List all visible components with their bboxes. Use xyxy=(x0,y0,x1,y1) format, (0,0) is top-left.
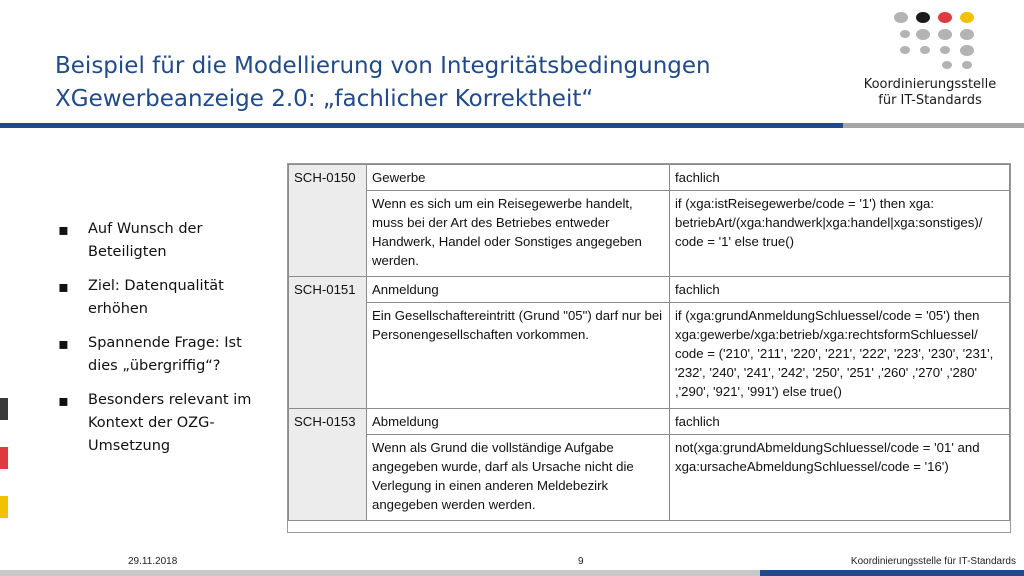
bullet-item: ▪ Auf Wunsch der Beteiligten xyxy=(58,218,268,264)
footer-bar-accent xyxy=(760,570,1024,576)
bullet-item: ▪ Besonders relevant im Kontext der OZG-Umsetzung xyxy=(58,389,268,458)
logo-text-line-1: Koordinierungsstelle xyxy=(863,77,997,92)
rule-category: fachlich xyxy=(670,409,1010,435)
title-divider xyxy=(0,123,843,128)
logo-text xyxy=(850,77,1010,109)
rule-name: Anmeldung xyxy=(367,277,670,303)
rule-description: Wenn als Grund die vollständige Aufgabe angegeben wurde, darf als Ursache nicht die Verlegung in einen anderen Meldebezirk angegeben werden werden. xyxy=(367,435,670,521)
kosit-logo xyxy=(850,10,1020,115)
rule-name: Abmeldung xyxy=(367,409,670,435)
table-row xyxy=(289,191,1010,277)
title-line-2: XGewerbeanzeige 2.0: „fachlicher Korrektheit“ xyxy=(55,86,594,112)
side-accent-gold xyxy=(0,496,8,518)
side-accent-red xyxy=(0,447,8,469)
rule-id: SCH-0150 xyxy=(289,165,367,277)
table-row xyxy=(289,277,1010,303)
rules-table xyxy=(287,163,1011,533)
rule-expression: not(xga:grundAbmeldungSchluessel/code = '01' and xga:ursacheAbmeldungSchluessel/code = '16') xyxy=(670,435,1010,521)
footer-page-number: 9 xyxy=(578,556,584,567)
title-line-1: Beispiel für die Modellierung von Integritätsbedingungen xyxy=(55,53,711,79)
rule-category: fachlich xyxy=(670,165,1010,191)
rule-category: fachlich xyxy=(670,277,1010,303)
rule-id: SCH-0153 xyxy=(289,409,367,521)
rule-expression: if (xga:istReisegewerbe/code = '1') then xga: betriebArt/(xga:handwerk|xga:handel|xga:sonstiges)/ code = '1' else true() xyxy=(670,191,1010,277)
rule-name: Gewerbe xyxy=(367,165,670,191)
rule-description: Ein Gesellschaftereintritt (Grund "05") darf nur bei Personengesellschaften vorkommen. xyxy=(367,303,670,409)
table-row xyxy=(289,435,1010,521)
footer-organization: Koordinierungsstelle für IT-Standards xyxy=(850,556,1016,567)
table-row xyxy=(289,165,1010,191)
rule-description: Wenn es sich um ein Reisegewerbe handelt, muss bei der Art des Betriebes entweder Handwerk, Handel oder Sonstiges angegeben werden. xyxy=(367,191,670,277)
rule-expression: if (xga:grundAnmeldungSchluessel/code = '05') then xga:gewerbe/xga:betrieb/xga:rechtsformSchluessel/ code = ('210', '211', '220', '221', '222', '223', '230', '231', '232', '240', '241', '242', '250', '251' ,'260' ,'270' ,'280' ,'290', '921', '991') else true() xyxy=(670,303,1010,409)
table-row xyxy=(289,409,1010,435)
footer-date: 29.11.2018 xyxy=(128,556,178,567)
logo-text-line-2: für IT-Standards xyxy=(878,93,982,108)
table-row xyxy=(289,303,1010,409)
slide-title xyxy=(55,50,835,116)
rule-id: SCH-0151 xyxy=(289,277,367,409)
bullet-item: ▪ Spannende Frage: Ist dies „übergriffig“? xyxy=(58,332,268,378)
side-accent-black xyxy=(0,398,8,420)
title-divider-gray xyxy=(843,123,1024,128)
bullet-item: ▪ Ziel: Datenqualität erhöhen xyxy=(58,275,268,321)
bullet-list xyxy=(58,218,268,469)
